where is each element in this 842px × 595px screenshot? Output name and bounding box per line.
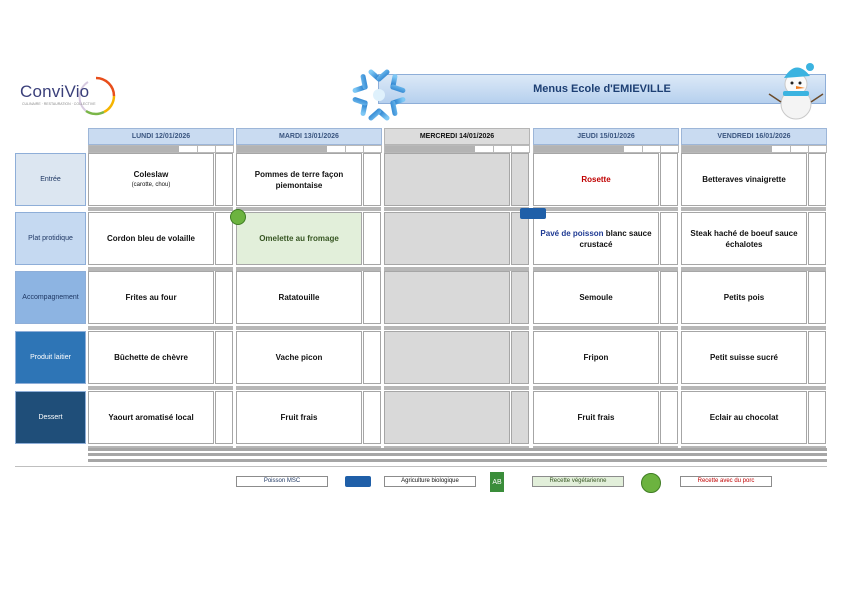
menu-cell-side [215, 391, 233, 444]
msc-fish-icon [345, 476, 371, 487]
menu-cell-side [511, 153, 529, 206]
menu-item-text: Frites au four [125, 293, 177, 302]
row-label: Entrée [15, 153, 86, 206]
menu-cell [88, 271, 214, 324]
snowflake-icon [346, 62, 412, 128]
menu-cell [384, 212, 510, 265]
vegetarian-badge-icon [230, 209, 246, 225]
menu-cell-side [808, 391, 826, 444]
footer-bar [88, 448, 827, 451]
day-header-monday: LUNDI 12/01/2026 [88, 128, 234, 145]
menu-cell [236, 391, 362, 444]
menu-cell [88, 153, 214, 206]
menu-cell [384, 331, 510, 384]
row-separator [236, 386, 381, 390]
legend-fish-label: Poisson MSC [236, 476, 328, 487]
snowman-icon [766, 58, 826, 122]
menu-cell-side [660, 153, 678, 206]
row-separator [236, 326, 381, 330]
menu-item-text: Fruit frais [577, 413, 615, 422]
menu-item-text: Fruit frais [280, 413, 318, 422]
menu-item-text: Eclair au chocolat [709, 413, 779, 422]
menu-cell [236, 212, 362, 265]
menu-cell [533, 391, 659, 444]
day-header-friday: VENDREDI 16/01/2026 [681, 128, 827, 145]
svg-text:AB: AB [492, 479, 502, 486]
menu-item-text: Cordon bleu de volaille [106, 234, 195, 243]
ab-bio-logo-icon [490, 472, 504, 492]
footer-line [15, 466, 827, 467]
menu-cell-side [511, 271, 529, 324]
day-subheader [533, 145, 679, 153]
menu-cell-side [660, 212, 678, 265]
day-subheader [681, 145, 827, 153]
menu-cell-side [808, 331, 826, 384]
brand-name: ConviVio [20, 82, 90, 101]
menu-cell [88, 391, 214, 444]
menu-cell-side [660, 331, 678, 384]
menu-item-text: Steak haché de boeuf sauce échalotes [690, 228, 798, 249]
menu-item-text: Ratatouille [278, 293, 320, 302]
menu-cell-side [660, 271, 678, 324]
menu-cell [533, 331, 659, 384]
menu-cell-side [808, 212, 826, 265]
row-label: Plat protidique [15, 212, 86, 265]
footer-bar [88, 453, 827, 456]
legend-bio-label: Agriculture biologique [384, 476, 476, 487]
menu-item-detail: (carotte, chou) [131, 181, 171, 188]
menu-cell-side [808, 271, 826, 324]
row-label: Dessert [15, 391, 86, 444]
day-subheader [88, 145, 234, 153]
menu-cell [236, 271, 362, 324]
menu-item-text: Bûchette de chèvre [114, 353, 188, 362]
menu-cell-side [363, 271, 381, 324]
menu-item-text: Coleslaw [133, 169, 169, 179]
msc-badge-icon [520, 208, 546, 219]
menu-item-text: Petits pois [723, 293, 765, 302]
menu-item-text: blanc sauce crustacé [579, 228, 652, 249]
menu-item-text: Semoule [579, 293, 613, 302]
row-separator [681, 326, 826, 330]
menu-cell [681, 153, 807, 206]
row-separator [681, 386, 826, 390]
day-header-thursday: JEUDI 15/01/2026 [533, 128, 679, 145]
row-separator [533, 207, 678, 211]
row-separator [88, 386, 233, 390]
menu-cell-side [660, 391, 678, 444]
menu-item-text: Petit suisse sucré [709, 353, 779, 362]
row-separator [384, 386, 529, 390]
day-header-tuesday: MARDI 13/01/2026 [236, 128, 382, 145]
footer-bar [88, 459, 827, 462]
menu-item-text: Fripon [583, 353, 609, 362]
menu-cell [681, 271, 807, 324]
menu-cell [384, 153, 510, 206]
row-separator [88, 326, 233, 330]
legend-pork-label: Recette avec du porc [680, 476, 772, 487]
row-label: Accompagnement [15, 271, 86, 324]
menu-cell-side [363, 212, 381, 265]
menu-cell [384, 391, 510, 444]
menu-cell-side [363, 391, 381, 444]
day-subheader [384, 145, 530, 153]
menu-item-text: Yaourt aromatisé local [108, 413, 194, 422]
menu-cell [681, 331, 807, 384]
brand-tagline: CULINAIRE · RESTAURATION · COLLECTIVE [22, 102, 96, 106]
title-banner [378, 74, 826, 104]
menu-cell [88, 331, 214, 384]
menu-cell-side [808, 153, 826, 206]
menu-cell-side [215, 153, 233, 206]
row-separator [384, 326, 529, 330]
menu-cell [236, 331, 362, 384]
menu-item-text: Pommes de terre façon piemontaise [254, 169, 344, 190]
menu-cell [681, 212, 807, 265]
menu-item-highlight: Pavé de poisson [540, 228, 604, 238]
menu-cell-side [363, 331, 381, 384]
page-title: Menus Ecole d'EMIEVILLE [533, 83, 671, 95]
row-separator [236, 207, 381, 211]
convivio-logo [18, 74, 108, 118]
legend-veg-label: Recette végétarienne [532, 476, 624, 487]
row-separator [88, 207, 233, 211]
menu-cell-side [511, 212, 529, 265]
menu-item-text: Betteraves vinaigrette [702, 175, 786, 184]
menu-cell-side [511, 331, 529, 384]
row-label: Produit laitier [15, 331, 86, 384]
menu-cell-side [215, 271, 233, 324]
menu-cell [533, 153, 659, 206]
menu-item-text: Rosette [581, 175, 611, 184]
row-separator [533, 386, 678, 390]
menu-cell [384, 271, 510, 324]
menu-item-text: Vache picon [275, 353, 323, 362]
menu-item-text: Omelette au fromage [259, 234, 339, 243]
vegetarian-leaf-icon [641, 473, 661, 493]
menu-cell [681, 391, 807, 444]
row-separator [533, 326, 678, 330]
menu-cell [88, 212, 214, 265]
menu-cell-side [511, 391, 529, 444]
menu-cell-side [363, 153, 381, 206]
day-header-wednesday: MERCREDI 14/01/2026 [384, 128, 530, 145]
menu-cell [236, 153, 362, 206]
row-separator [681, 207, 826, 211]
day-subheader [236, 145, 382, 153]
row-separator [384, 207, 529, 211]
menu-cell [533, 271, 659, 324]
menu-cell [533, 212, 659, 265]
menu-cell-side [215, 331, 233, 384]
